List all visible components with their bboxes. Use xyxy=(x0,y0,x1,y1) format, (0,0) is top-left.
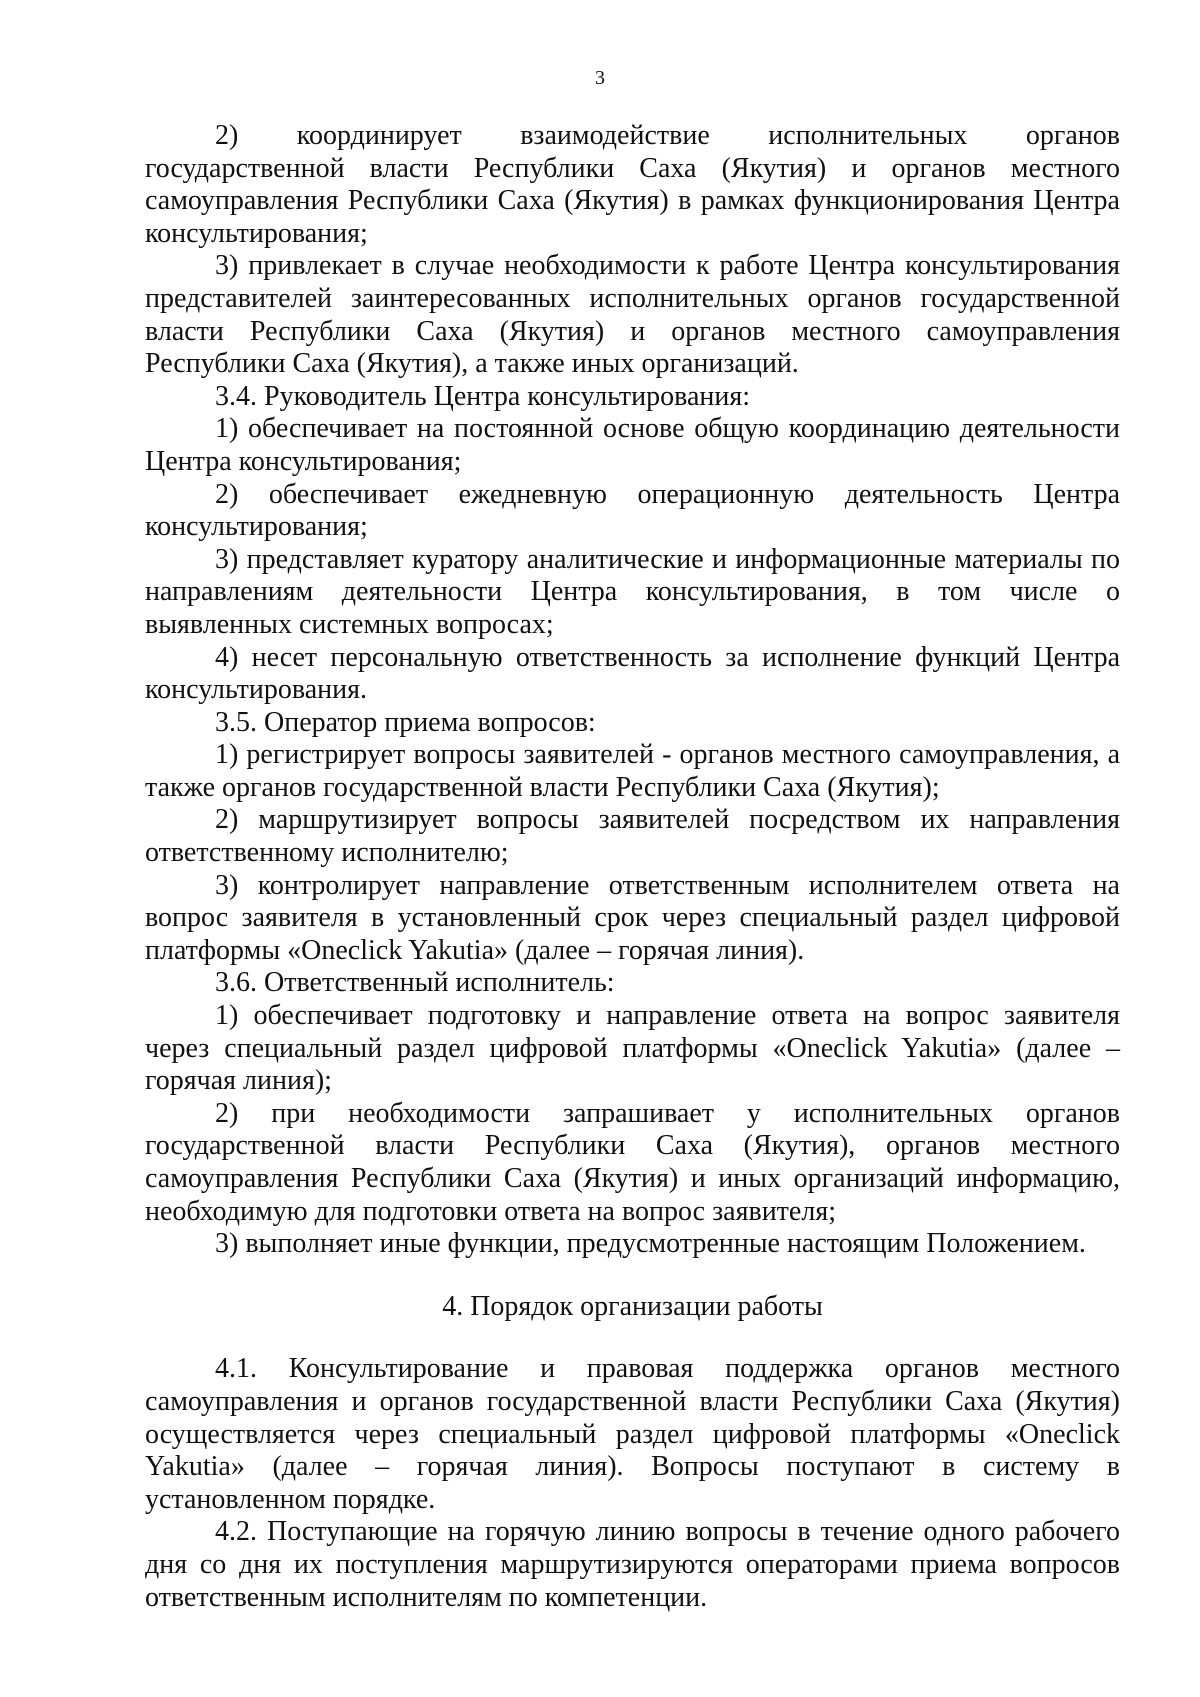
paragraph: 3) представляет куратору аналитические и информационные материалы по направлениям деятельности Центра консультирования, в том числе о выявленных системных вопросах; xyxy=(145,543,1120,640)
section-heading: 4. Порядок организации работы xyxy=(442,1290,823,1322)
paragraph: 2) обеспечивает ежедневную операционную деятельность Центра консультирования; xyxy=(145,478,1120,543)
paragraph: 3.5. Оператор приема вопросов: xyxy=(215,706,596,738)
paragraph: 3) привлекает в случае необходимости к работе Центра консультирования представителей заинтересованных исполнительных органов государственной власти Республики Саха (Якутия) и органов местного самоуправления Республики Саха (Якутия), а также иных организаций. xyxy=(145,250,1120,380)
paragraph: 2) маршрутизирует вопросы заявителей посредством их направления ответственному исполнителю; xyxy=(145,804,1120,869)
paragraph: 3.4. Руководитель Центра консультирования: xyxy=(215,380,751,412)
paragraph: 3) выполняет иные функции, предусмотренные настоящим Положением. xyxy=(215,1228,1086,1260)
paragraph: 3.6. Ответственный исполнитель: xyxy=(215,967,615,999)
paragraph: 2) при необходимости запрашивает у исполнительных органов государственной власти Республики Саха (Якутия), органов местного самоуправления Республики Саха (Якутия) и иных организаций информацию, необходимую для подготовки ответа на вопрос заявителя; xyxy=(145,1097,1120,1227)
paragraph: 4.1. Консультирование и правовая поддержка органов местного самоуправления и органов государственной власти Республики Саха (Якутия) осуществляется через специальный раздел цифровой платформы «Oneclick Yakutia» (далее – горячая линия). Вопросы поступают в систему в установленном порядке. xyxy=(145,1353,1120,1515)
paragraph: 2) координирует взаимодействие исполнительных органов государственной власти Республики Саха (Якутия) и органов местного самоуправления Республики Саха (Якутия) в рамках функционирования Центра консультирования; xyxy=(145,120,1120,249)
document-body xyxy=(145,120,1120,1614)
paragraph: 4) несет персональную ответственность за исполнение функций Центра консультирования. xyxy=(145,641,1120,706)
paragraph: 1) обеспечивает на постоянной основе общую координацию деятельности Центра консультирования; xyxy=(145,413,1120,477)
paragraph: 3) контролирует направление ответственным исполнителем ответа на вопрос заявителя в установленный срок через специальный раздел цифровой платформы «Oneclick Yakutia» (далее – горячая линия). xyxy=(145,869,1120,966)
paragraph: 4.2. Поступающие на горячую линию вопросы в течение одного рабочего дня со дня их поступления маршрутизируются операторами приема вопросов ответственным исполнителям по компетенции. xyxy=(145,1516,1120,1613)
paragraph: 1) регистрирует вопросы заявителей - органов местного самоуправления, а также органов государственной власти Республики Саха (Якутия); xyxy=(145,739,1120,803)
paragraph: 1) обеспечивает подготовку и направление ответа на вопрос заявителя через специальный раздел цифровой платформы «Oneclick Yakutia» (далее – горячая линия); xyxy=(145,1000,1120,1097)
page-number: 3 xyxy=(595,67,605,89)
